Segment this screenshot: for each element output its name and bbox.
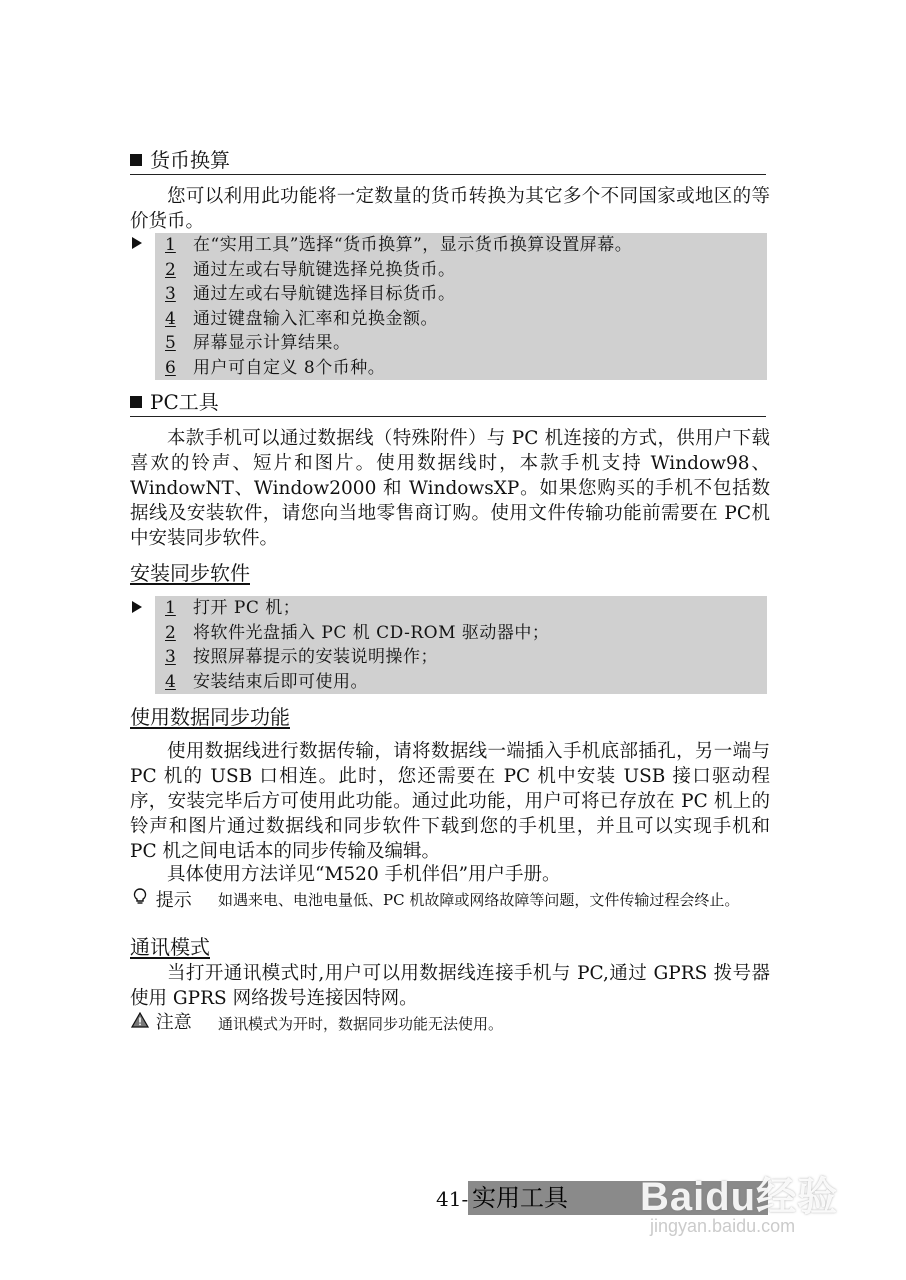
chapter-tab: 实用工具 <box>468 1181 768 1215</box>
page-number: 41- <box>436 1187 469 1211</box>
subheading-install-sync: 安装同步软件 <box>130 561 250 585</box>
baidu-watermark-url: jingyan.baidu.com <box>650 1216 796 1236</box>
subheading-use-sync: 使用数据同步功能 <box>130 705 290 729</box>
section-heading-currency: 货币换算 <box>130 147 766 175</box>
caution-text: 通讯模式为开时，数据同步功能无法使用。 <box>218 1015 504 1033</box>
step-item: 1 打开 PC 机； <box>165 598 301 618</box>
step-item: 4 通过键盘输入汇率和兑换金额。 <box>165 308 438 329</box>
triangle-bullet-icon <box>132 601 142 613</box>
square-bullet-icon <box>130 154 142 166</box>
square-bullet-icon <box>130 396 142 408</box>
section-heading-pc-tools: PC工具 <box>130 389 766 417</box>
currency-intro: 您可以利用此功能将一定数量的货币转换为其它多个不同国家或地区的等价货币。 <box>130 186 770 232</box>
warning-icon <box>130 1011 150 1035</box>
use-sync-body: 使用数据线进行数据传输，请将数据线一端插入手机底部插孔，另一端与 PC 机的 USB 口相连。此时，您还需要在 PC 机中安装 USB 接口驱动程序，安装完毕后方可使用此功能。通过此功能，用户可将已存放在 PC 机上的铃声和图片通过数据线和同步软件下载到您的手机里，并且可以实现手机和 PC 机之间电话本的同步传输及编辑。 <box>130 741 770 862</box>
triangle-bullet-icon <box>132 237 142 249</box>
step-item: 4 安装结束后即可使用。 <box>165 671 368 692</box>
caution-label-row: 注意 <box>130 1011 192 1035</box>
step-item: 1 在“实用工具”选择“货币换算”，显示货币换算设置屏幕。 <box>165 235 633 255</box>
step-item: 5 屏幕显示计算结果。 <box>165 333 351 353</box>
step-item: 3 通过左或右导航键选择目标货币。 <box>165 284 456 304</box>
subheading-comm-mode: 通讯模式 <box>130 935 210 959</box>
lightbulb-icon <box>130 888 150 913</box>
baidu-watermark-logo: Baidu经验 <box>640 1175 839 1219</box>
tip-label-row: 提示 <box>130 888 192 913</box>
use-sync-detail: 具体使用方法详见“M520 手机伴侣”用户手册。 <box>167 864 561 885</box>
tip-text: 如遇来电、电池电量低、PC 机故障或网络故障等问题，文件传输过程会终止。 <box>218 891 740 909</box>
step-item: 2 将软件光盘插入 PC 机 CD-ROM 驱动器中； <box>165 622 550 643</box>
install-steps <box>155 596 767 694</box>
step-item: 3 按照屏幕提示的安装说明操作； <box>165 647 438 667</box>
comm-mode-body: 当打开通讯模式时,用户可以用数据线连接手机与 PC,通过 GPRS 拨号器使用 GPRS 网络拨号连接因特网。 <box>130 963 770 1009</box>
currency-steps <box>155 233 767 380</box>
step-item: 6 用户可自定义 8个币种。 <box>165 357 386 378</box>
step-item: 2 通过左或右导航键选择兑换货币。 <box>165 259 456 280</box>
pc-tools-intro: 本款手机可以通过数据线（特殊附件）与 PC 机连接的方式，供用户下载喜欢的铃声、短片和图片。使用数据线时，本款手机支持 Window98、WindowNT、Window2000 和 WindowsXP。如果您购买的手机不包括数据线及安装软件，请您向当地零售商订购。使用文件传输功能前需要在 PC机中安装同步软件。 <box>130 428 770 549</box>
